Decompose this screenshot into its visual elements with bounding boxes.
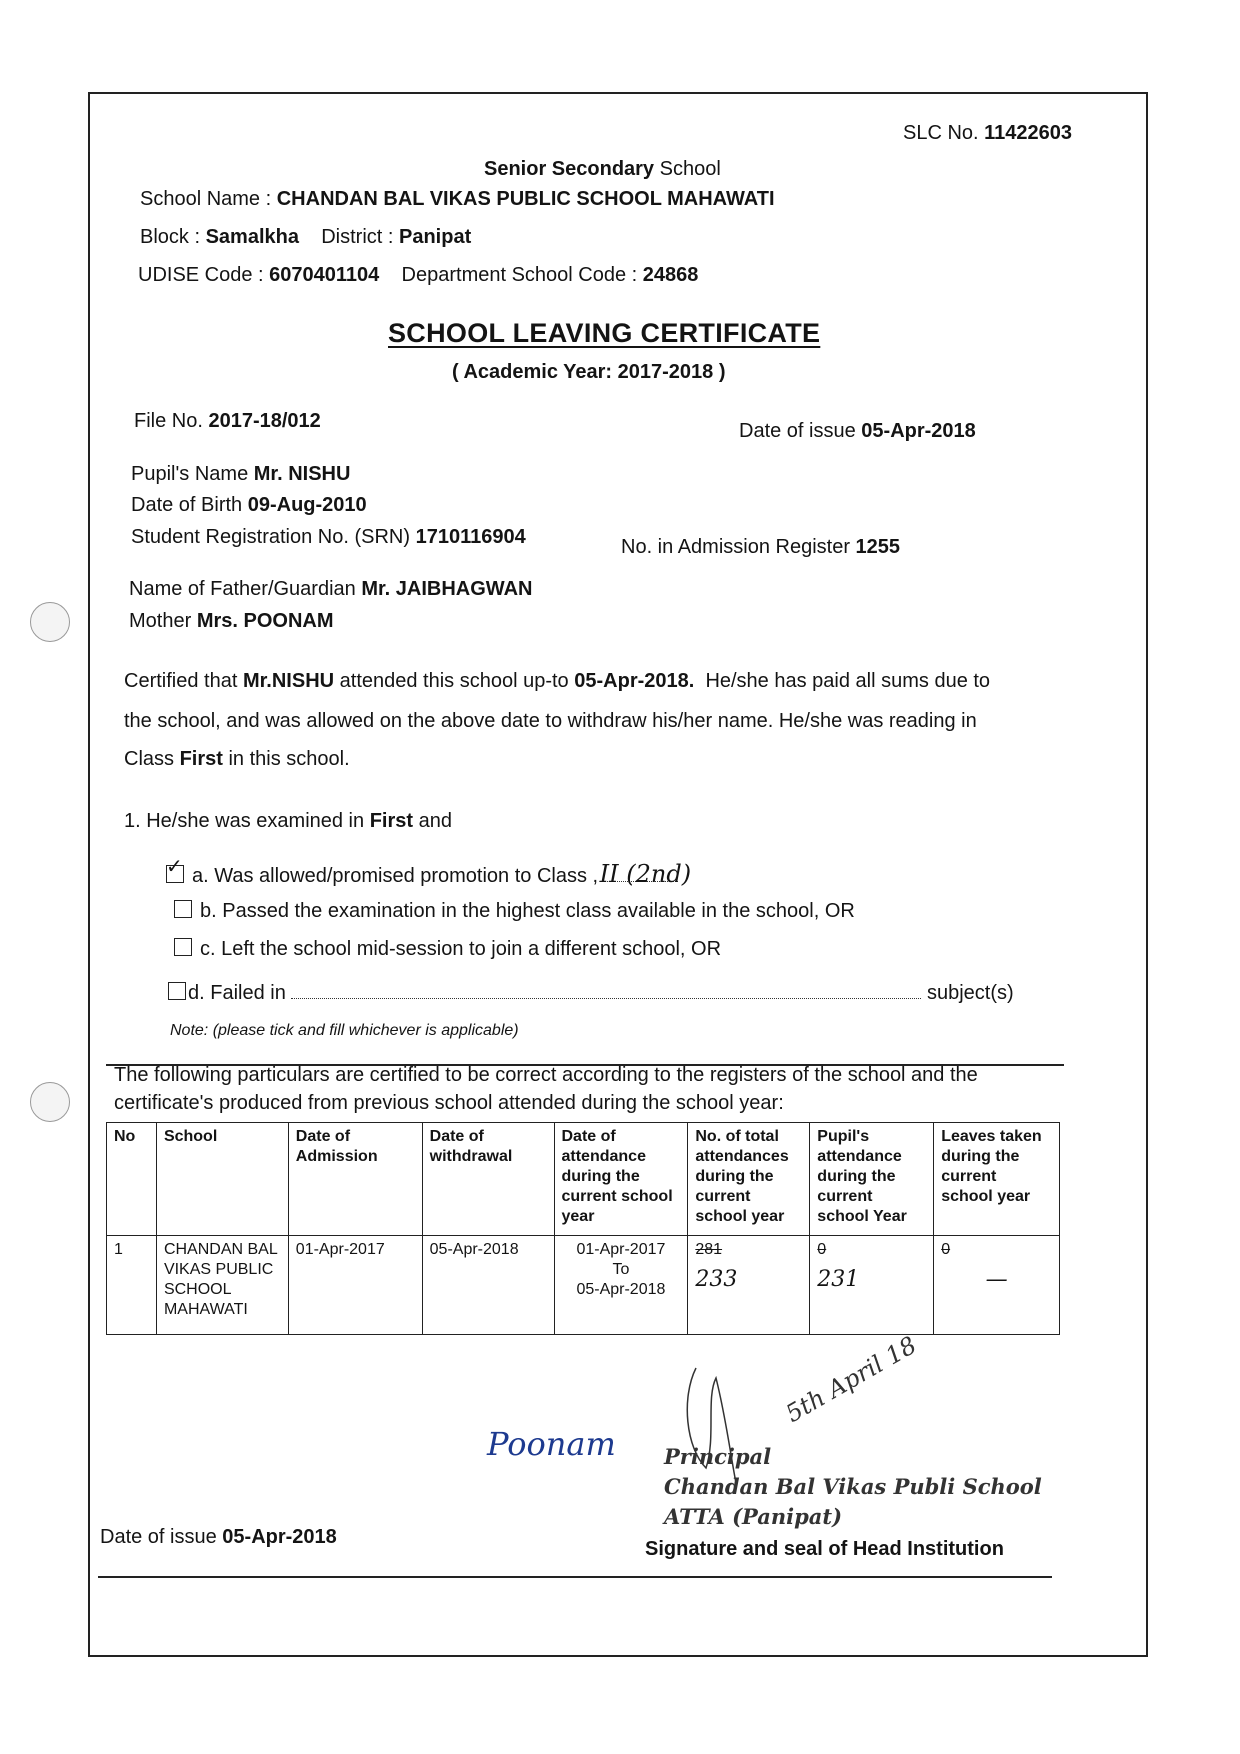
leaves-handwritten: — [985, 1267, 1008, 1292]
total-attendances-handwritten: 233 [695, 1267, 738, 1292]
particulars-line-2: certificate's produced from previous school attended during the school year: [114, 1092, 784, 1114]
cell-attendance-dates: 01-Apr-2017 To 05-Apr-2018 [554, 1236, 688, 1335]
footer-date-of-issue: Date of issue 05-Apr-2018 [100, 1526, 337, 1548]
academic-year: ( Academic Year: 2017-2018 ) [452, 361, 726, 383]
punch-hole-bottom [30, 1082, 70, 1122]
punch-hole-top [30, 602, 70, 642]
pupil-name: Pupil's Name Mr. NISHU [131, 463, 351, 485]
option-a-checkbox[interactable]: ✓ [166, 865, 184, 883]
school-type: Senior Secondary School [484, 158, 721, 180]
particulars-line-1: The following particulars are certified to be correct according to the registers of the school and the [114, 1064, 978, 1086]
seal-line-1: Principal [664, 1444, 772, 1469]
father-name: Name of Father/Guardian Mr. JAIBHAGWAN [129, 578, 533, 600]
mother-name: Mother Mrs. POONAM [129, 610, 334, 632]
cell-no: 1 [107, 1236, 157, 1335]
block-district: Block : Samalkha District : Panipat [140, 226, 472, 248]
exam-intro: 1. He/she was examined in First and [124, 810, 452, 832]
attendance-table [106, 1122, 1060, 1335]
date-of-issue: Date of issue 05-Apr-2018 [739, 420, 976, 442]
cell-total-attendances: 281 233 [688, 1236, 810, 1335]
col-header-leaves: Leaves taken during the current school year [934, 1123, 1060, 1236]
admission-register-no: No. in Admission Register 1255 [621, 536, 901, 558]
slc-number: SLC No. 11422603 [903, 122, 1073, 144]
udise-code: UDISE Code : 6070401104 Department School Code : 24868 [138, 264, 699, 286]
parent-signature: Poonam [487, 1425, 616, 1463]
option-a-row: ✓ a. Was allowed/promised promotion to Class , II (2nd) [166, 856, 692, 888]
cell-leaves: 0 — [934, 1236, 1060, 1335]
option-c-row: c. Left the school mid-session to join a different school, OR [174, 938, 721, 961]
option-b-checkbox[interactable] [174, 900, 192, 918]
table-row [107, 1236, 1060, 1335]
date-of-birth: Date of Birth 09-Aug-2010 [131, 494, 367, 516]
option-d-checkbox[interactable] [168, 982, 186, 1000]
certificate-line-2: the school, and was allowed on the above date to withdraw his/her name. He/she was reading in [124, 710, 977, 732]
option-d-row: d. Failed in subject(s) [168, 982, 1014, 1005]
col-header-no: No [107, 1123, 157, 1236]
cell-school: CHANDAN BAL VIKAS PUBLIC SCHOOL MAHAWATI [156, 1236, 288, 1335]
seal-line-3: ATTA (Panipat) [664, 1504, 843, 1529]
promotion-class-handwritten: II (2nd) [599, 860, 692, 888]
certificate-line-1: Certified that Mr.NISHU attended this school up-to 05-Apr-2018. He/she has paid all sums due to [124, 670, 991, 692]
head-signature-label: Signature and seal of Head Institution [645, 1538, 1004, 1560]
col-header-attendance-dates: Date of attendance during the current school year [554, 1123, 688, 1236]
footer-divider [98, 1576, 1052, 1578]
col-header-school: School [156, 1123, 288, 1236]
option-b-row: b. Passed the examination in the highest class available in the school, OR [174, 900, 855, 923]
seal-line-2: Chandan Bal Vikas Publi School [664, 1474, 1042, 1499]
handwritten-date: 5th April 18 [781, 1330, 922, 1428]
cell-admission: 01-Apr-2017 [288, 1236, 422, 1335]
table-header-row [107, 1123, 1060, 1236]
cell-pupil-attendance: 0 231 [810, 1236, 934, 1335]
certificate-line-3: Class First in this school. [124, 748, 350, 770]
col-header-total-attendances: No. of total attendances during the current school year [688, 1123, 810, 1236]
col-header-pupil-attendance: Pupil's attendance during the current school Year [810, 1123, 934, 1236]
pupil-attendance-handwritten: 231 [817, 1267, 860, 1292]
col-header-withdrawal: Date of withdrawal [422, 1123, 554, 1236]
col-header-admission: Date of Admission [288, 1123, 422, 1236]
srn: Student Registration No. (SRN) 1710116904 [131, 526, 526, 548]
file-number: File No. 2017-18/012 [134, 410, 321, 432]
school-name: School Name : CHANDAN BAL VIKAS PUBLIC SCHOOL MAHAWATI [140, 188, 775, 210]
note: Note: (please tick and fill whichever is applicable) [170, 1022, 519, 1039]
option-c-checkbox[interactable] [174, 938, 192, 956]
cell-withdrawal: 05-Apr-2018 [422, 1236, 554, 1335]
certificate-title: SCHOOL LEAVING CERTIFICATE [388, 318, 821, 348]
